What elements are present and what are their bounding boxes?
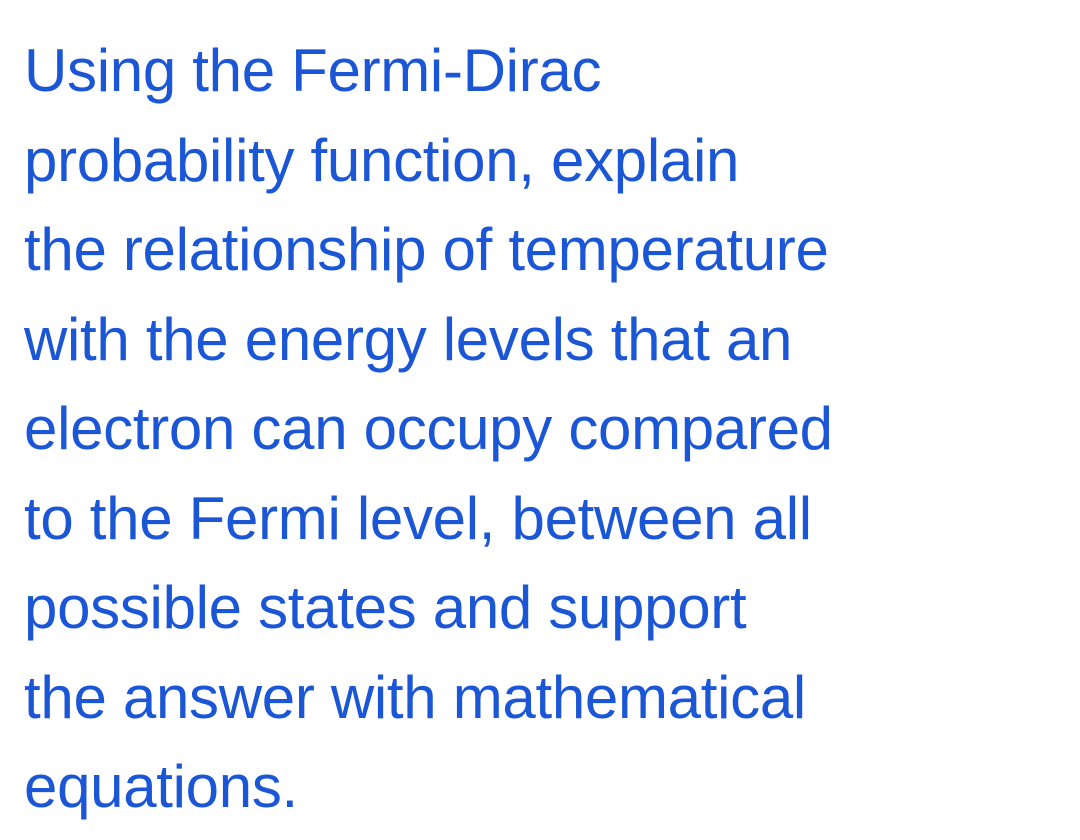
question-line-5: electron can occupy compared — [24, 395, 833, 462]
question-line-7: possible states and support — [24, 574, 747, 641]
question-line-4: with the energy levels that an — [24, 305, 793, 373]
question-line-9: equations. — [24, 753, 298, 820]
question-line-8: the answer with mathematical — [24, 663, 806, 731]
question-line-6: to the Fermi level, between all — [24, 484, 812, 552]
question-line-3: the relationship of temperature — [24, 216, 829, 283]
question-text — [24, 26, 1064, 832]
question-line-1: Using the Fermi-Dirac — [24, 37, 602, 104]
question-line-2: probability function, explain — [24, 126, 740, 194]
